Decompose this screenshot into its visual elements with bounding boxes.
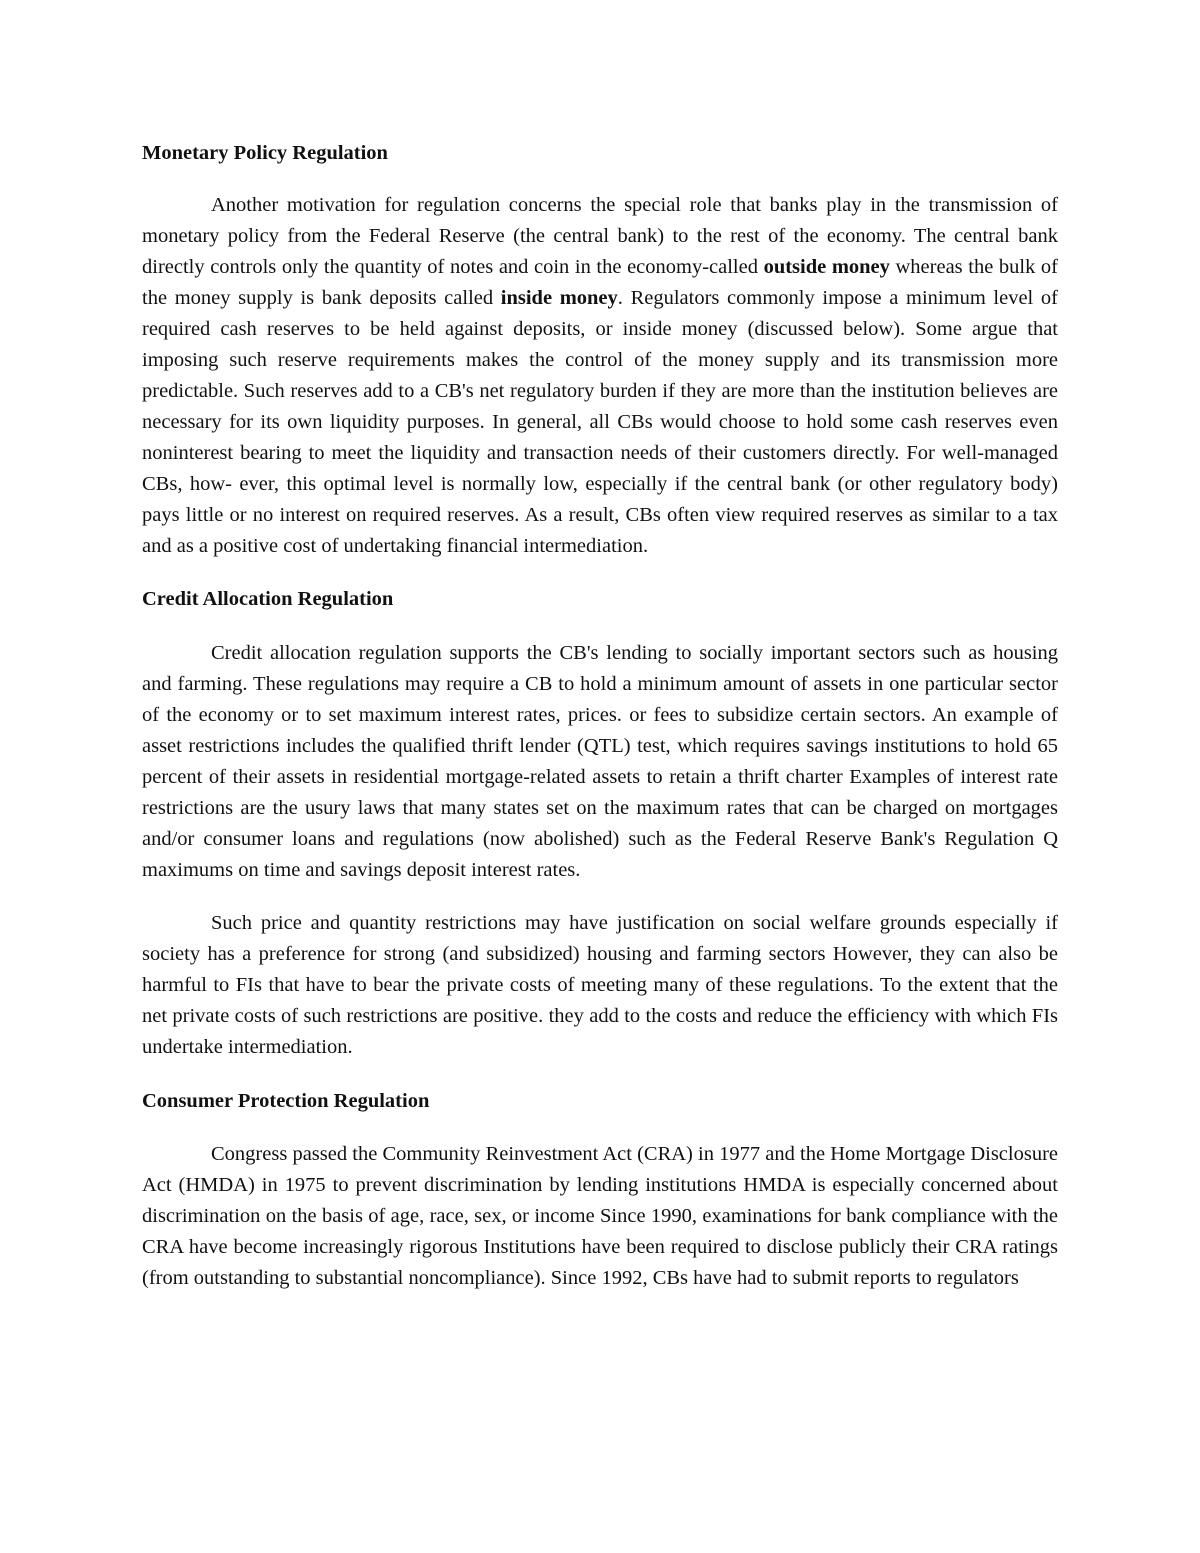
section-credit-allocation-regulation — [142, 584, 1058, 1063]
paragraph: Congress passed the Community Reinvestment Act (CRA) in 1977 and the Home Mortgage Disclosure Act (HMDA) in 1975 to prevent discrimination by lending institutions HMDA is especially concerned about discrimination on the basis of age, race, sex, or income Since 1990, examinations for bank compliance with the CRA have become increasingly rigorous Institutions have been required to disclose publicly their CRA ratings (from outstanding to substantial noncompliance). Since 1992, CBs have had to submit reports to regulators — [142, 1143, 1058, 1289]
bold-term-inside-money: inside money — [500, 287, 618, 309]
text-run: whereas the bulk of the money supply is bank deposits called — [142, 256, 1058, 309]
bold-term-outside-money: outside money — [763, 256, 890, 278]
section-heading: Consumer Protection Regulation — [142, 1090, 430, 1112]
section-monetary-policy-regulation — [142, 138, 1058, 562]
document-page — [142, 138, 1058, 1294]
paragraph: Credit allocation regulation supports the CB's lending to socially important sectors such as housing and farming. These regulations may require a CB to hold a minimum amount of assets in one particular sector of the economy or to set maximum interest rates, prices. or fees to subsidize certain sectors. An example of asset restrictions includes the qualified thrift lender (QTL) test, which requires savings institutions to hold 65 percent of their assets in residential mortgage-related assets to retain a thrift charter Examples of interest rate restrictions are the usury laws that many states set on the maximum rates that can be charged on mortgages and/or consumer loans and regulations (now abolished) such as the Federal Reserve Bank's Regulation Q maximums on time and savings deposit interest rates. — [142, 642, 1058, 881]
paragraph — [142, 190, 1058, 562]
text-run: Another motivation for regulation concerns the special role that banks play in the transmission of monetary policy from the Federal Reserve (the central bank) to the rest of the economy. The central bank directly controls only the quantity of notes and coin in the economy-called — [142, 194, 1058, 278]
section-heading: Monetary Policy Regulation — [142, 142, 388, 164]
section-consumer-protection-regulation — [142, 1086, 1058, 1294]
text-run: . Regulators commonly impose a minimum level of required cash reserves to be held against deposits, or inside money (discussed below). Some argue that imposing such reserve requirements makes the control of the money supply and its transmission more predictable. Such reserves add to a CB's net regulatory burden if they are more than the institution believes are necessary for its own liquidity purposes. In general, all CBs would choose to hold some cash reserves even noninterest bearing to meet the liquidity and transaction needs of their customers directly. For well-managed CBs, how- ever, this optimal level is normally low, especially if the central bank (or other regulatory body) pays little or no interest on required reserves. As a result, CBs often view required reserves as similar to a tax and as a positive cost of undertaking financial intermediation. — [142, 287, 1058, 557]
section-heading: Credit Allocation Regulation — [142, 588, 394, 610]
paragraph: Such price and quantity restrictions may have justification on social welfare grounds especially if society has a preference for strong (and subsidized) housing and farming sectors However, they can also be harmful to FIs that have to bear the private costs of meeting many of these regulations. To the extent that the net private costs of such restrictions are positive. they add to the costs and reduce the efficiency with which FIs undertake intermediation. — [142, 912, 1058, 1058]
